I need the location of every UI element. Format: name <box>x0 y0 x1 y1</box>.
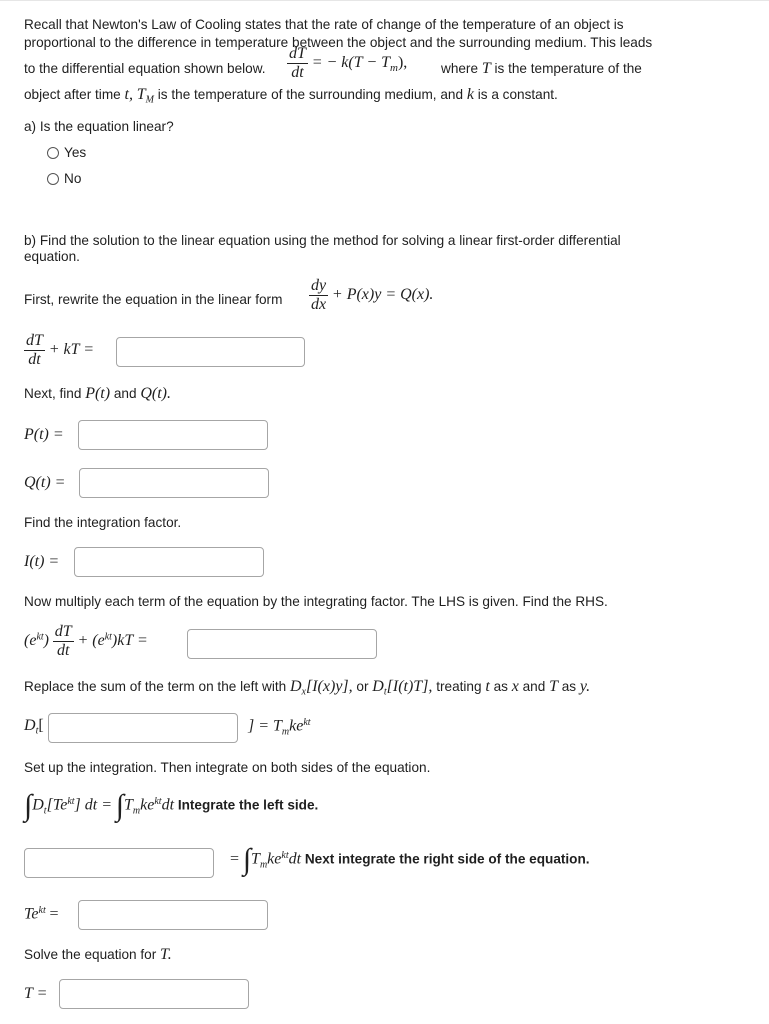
rewrite-text: First, rewrite the equation in the linear form <box>24 292 283 307</box>
radio-yes[interactable]: Yes <box>47 145 86 160</box>
replace-text: Replace the sum of the term on the left with $D_x[I(x)y]$, or $D_t[I(t)T]$, treating t as x and T as y. <box>24 678 591 698</box>
integral-sign-icon: ∫ <box>24 789 33 822</box>
integral-right: = $\int T_mke^{kt}dt$ Next integrate the right side of the equation. <box>230 843 590 876</box>
p-label: P(t) = <box>24 426 64 443</box>
linear-form: $\frac{dy}{dx}$ + P(x)y = Q(x). <box>311 277 434 313</box>
i-label: I(t) = <box>24 553 60 570</box>
i-input[interactable] <box>74 547 264 577</box>
newton-equation: $\frac{dT}{dt}$ = − $k(T - T_m)$, <box>289 45 408 81</box>
part-b-question-2: equation. <box>24 249 80 264</box>
newton-derivative: $\frac{dT}{dt}$ <box>289 45 306 81</box>
radio-no-circle[interactable] <box>47 173 59 185</box>
radio-no[interactable]: No <box>47 171 81 186</box>
dt-label: $D_t$[ <box>24 717 44 737</box>
multiply-text: Now multiply each term of the equation by the integrating factor. The LHS is given. Find the RHS. <box>24 594 608 609</box>
find-pq-text: Next, find P(t) and Q(t). <box>24 385 171 402</box>
step1-input[interactable] <box>116 337 305 367</box>
t-input[interactable] <box>59 979 249 1009</box>
intro-line-1: Recall that Newton's Law of Cooling states that the rate of change of the temperature of an object is <box>24 17 624 32</box>
p-input[interactable] <box>78 420 268 450</box>
part-a-question: a) Is the equation linear? <box>24 119 174 134</box>
integral-sign-icon: ∫ <box>115 789 125 822</box>
intro-line-3a: to the differential equation shown below. <box>24 61 266 76</box>
part-b-question-1: b) Find the solution to the linear equation using the method for solving a linear first-order differential <box>24 233 621 248</box>
integration-factor-text: Find the integration factor. <box>24 515 182 530</box>
top-divider <box>0 0 769 1</box>
q-label: Q(t) = <box>24 474 66 491</box>
step1-label: $\frac{dT}{dt}$ + kT = <box>26 332 94 368</box>
tekt-label: $Te^{kt}$ = <box>24 905 59 923</box>
q-input[interactable] <box>79 468 269 498</box>
t-label: T = <box>24 985 48 1002</box>
multiply-lhs: $(e^{kt})$ $\frac{dT}{dt}$ + $(e^{kt})kT$ = <box>24 623 148 659</box>
intro-line-3b: where T is the temperature of the <box>441 60 642 77</box>
multiply-input[interactable] <box>187 629 377 659</box>
setup-text: Set up the integration. Then integrate on both sides of the equation. <box>24 760 431 775</box>
radio-yes-circle[interactable] <box>47 147 59 159</box>
integral-setup: $\int D_t[Te^{kt}]$ dt = $\int T_mke^{kt}dt$ Integrate the left side. <box>24 789 319 822</box>
tekt-input[interactable] <box>78 900 268 930</box>
solve-text: Solve the equation for T. <box>24 946 172 963</box>
intro-line-2: proportional to the difference in temperature between the object and the surrounding medium. This leads <box>24 35 653 50</box>
intro-line-4: object after time t, $T_M$ is the temperature of the surrounding medium, and k is a constant. <box>24 86 558 106</box>
left-integral-input[interactable] <box>24 848 214 878</box>
dt-rhs: ] = $T_mke^{kt}$ <box>248 717 311 738</box>
integral-sign-icon: ∫ <box>242 843 252 876</box>
dt-inner-input[interactable] <box>48 713 238 743</box>
